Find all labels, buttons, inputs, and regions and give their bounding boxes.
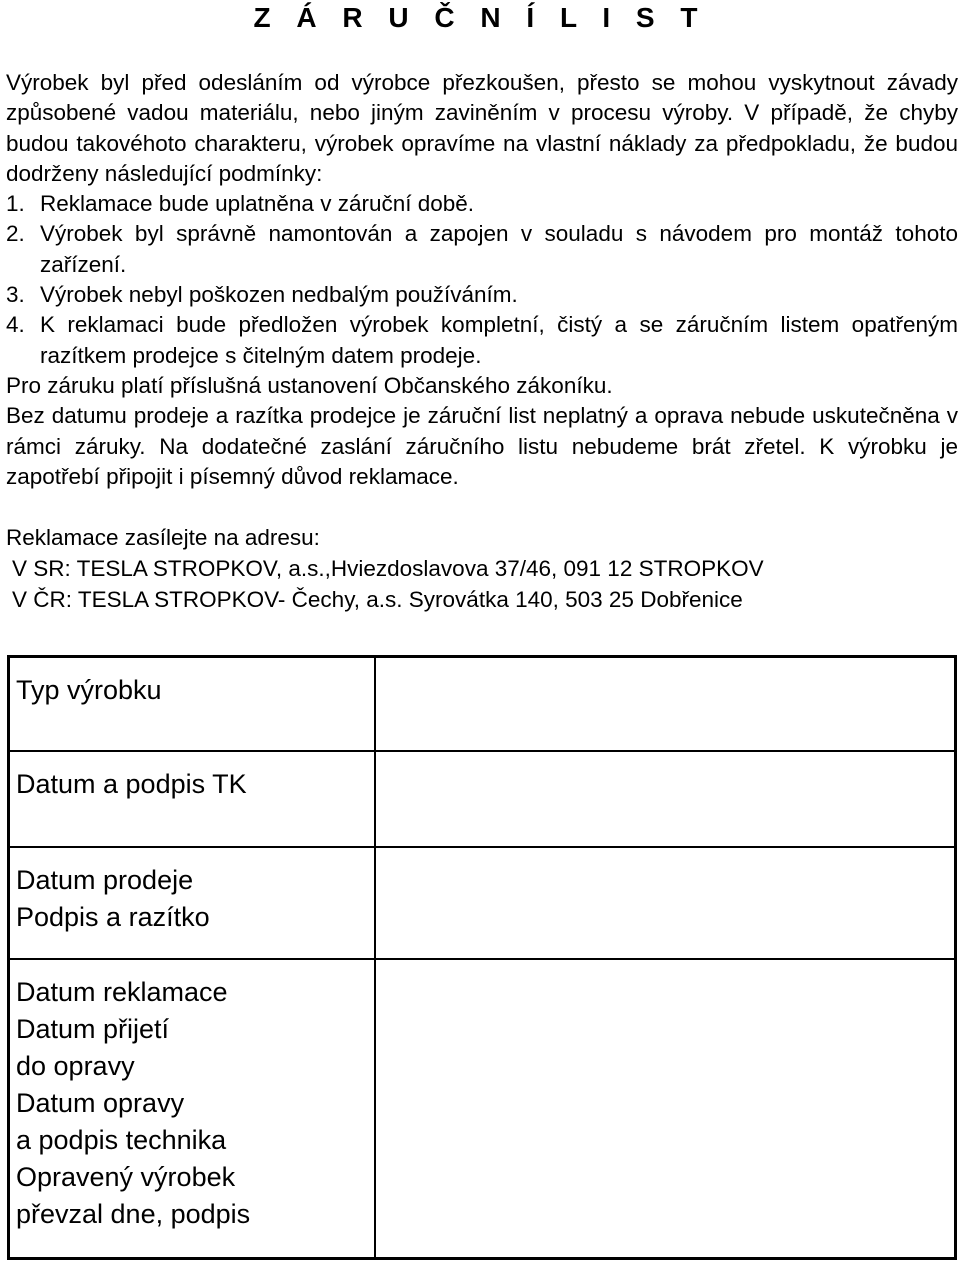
- warranty-form-table: [7, 655, 957, 1260]
- form-value-field[interactable]: [375, 751, 956, 847]
- address-cr: V ČR: TESLA STROPKOV- Čechy, a.s. Syrovátka 140, 503 25 Dobřenice: [12, 587, 743, 612]
- form-value-field[interactable]: [375, 657, 956, 751]
- address-block: [6, 522, 958, 615]
- intro-paragraph: Výrobek byl před odesláním od výrobce přezkoušen, přesto se mohou vyskytnout závady způsobené vadou materiálu, nebo jiným zaviněním v procesu výroby. V případě, že chyby budou takovéhoto charakteru, výrobek opravíme na vlastní náklady za předpokladu, že budou dodrženy následující podmínky:: [6, 70, 958, 186]
- document-title: Z Á R U Č N Í L I S T: [253, 2, 707, 33]
- form-row-sale: [9, 847, 956, 959]
- form-value-field[interactable]: [375, 847, 956, 959]
- form-row-claim: [9, 959, 956, 1259]
- form-row-tk: [9, 751, 956, 847]
- warranty-text: [6, 68, 958, 492]
- form-value-field[interactable]: [375, 959, 956, 1259]
- condition-number: 1.: [6, 191, 25, 217]
- address-sr: V SR: TESLA STROPKOV, a.s.,Hviezdoslavova 37/46, 091 12 STROPKOV: [12, 556, 764, 581]
- condition-number: 4.: [6, 312, 25, 338]
- condition-number: 3.: [6, 282, 25, 308]
- condition-text: K reklamaci bude předložen výrobek kompletní, čistý a se záručním listem opatřeným razítkem prodejce s čitelným datem prodeje.: [40, 312, 958, 368]
- form-label: Datum prodeje Podpis a razítko: [9, 847, 376, 959]
- condition-text: Výrobek nebyl poškozen nedbalým používáním.: [40, 282, 518, 308]
- form-label: Datum reklamace Datum přijetí do opravy Datum opravy a podpis technika Opravený výrobek převzal dne, podpis: [9, 959, 376, 1259]
- law-note: Pro záruku platí příslušná ustanovení Občanského zákoníku.: [6, 372, 613, 398]
- form-label: Datum a podpis TK: [9, 751, 376, 847]
- condition-item: [6, 310, 958, 371]
- condition-number: 2.: [6, 221, 25, 247]
- condition-item: [6, 189, 958, 219]
- condition-text: Výrobek byl správně namontován a zapojen v souladu s návodem pro montáž tohoto zařízení.: [40, 221, 958, 277]
- condition-item: [6, 280, 958, 310]
- form-row-product-type: [9, 657, 956, 751]
- form-label: Typ výrobku: [9, 657, 376, 751]
- condition-item: [6, 219, 958, 280]
- address-heading: Reklamace zasílejte na adresu:: [6, 525, 320, 550]
- validity-note: Bez datumu prodeje a razítka prodejce je záruční list neplatný a oprava nebude uskutečněna v rámci záruky. Na dodatečné zaslání záručního listu nebudeme brát zřetel. K výrobku je zapotřebí připojit i písemný důvod reklamace.: [6, 403, 958, 489]
- condition-text: Reklamace bude uplatněna v záruční době.: [40, 191, 475, 217]
